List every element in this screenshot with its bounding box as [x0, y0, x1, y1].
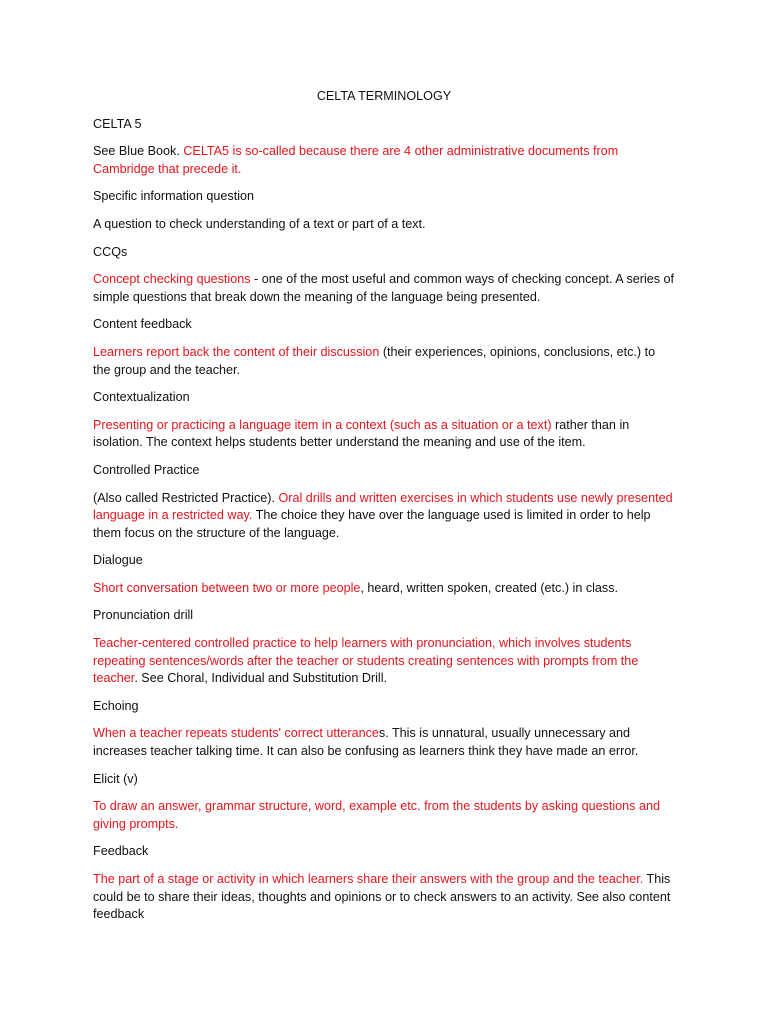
term-heading: Elicit (v) [93, 771, 138, 786]
term-definition [93, 798, 675, 833]
body-text: - one of the most useful and common ways of checking concept. A series of simple questions that break down the meaning of the language being presented. [93, 272, 675, 304]
highlighted-text: When a teacher repeats students' correct utterance [93, 726, 379, 741]
highlighted-text: Short conversation between two or more people [93, 580, 361, 595]
body-text: rather than in isolation. The context helps students better understand the meaning and use of the item. [93, 417, 630, 450]
body-text: , heard, written spoken, created (etc.) in class. [360, 580, 619, 595]
term-heading: Feedback [93, 844, 149, 859]
term-definition [93, 271, 675, 306]
term-heading: CCQs [93, 244, 128, 259]
page-title: CELTA TERMINOLOGY [316, 89, 452, 103]
body-text: See Blue Book. [93, 144, 184, 159]
highlighted-text: The part of a stage or activity in which learners share their answers with the group and the teacher. [93, 872, 644, 886]
term-definition [93, 490, 675, 543]
term-definition [93, 216, 675, 234]
term-definition [93, 725, 675, 760]
body-text: The choice they have over the language used is limited in order to help them focus on the structure of the language. [93, 508, 651, 540]
body-text: (their experiences, opinions, conclusions, etc.) to the group and the teacher. [93, 344, 656, 377]
term-heading: Content feedback [93, 317, 192, 332]
body-text: (Also called Restricted Practice). [93, 490, 279, 505]
term-definition [93, 871, 675, 924]
body-text: This could be to share their ideas, thoughts and opinions or to check answers to an activity. See also content feedback [93, 872, 671, 922]
body-text: A question to check understanding of a text or part of a text. [93, 216, 426, 231]
highlighted-text: CELTA5 is so-called because there are 4 other administrative documents from Cambridge that precede it. [93, 144, 619, 176]
document-body [93, 88, 675, 934]
term-heading: Echoing [93, 698, 139, 713]
body-text: s. This is unnatural, usually unnecessary and increases teacher talking time. It can also be confusing as learners think they have made an error. [93, 726, 639, 759]
term-definition [93, 143, 675, 178]
highlighted-text: Learners report back the content of their discussion [93, 344, 380, 359]
term-heading: CELTA 5 [93, 116, 142, 131]
term-definition [93, 344, 675, 379]
highlighted-text: Presenting or practicing a language item in a context (such as a situation or a text) [93, 417, 552, 432]
entries-list [93, 116, 675, 924]
term-heading: Contextualization [93, 390, 190, 405]
highlighted-text: To draw an answer, grammar structure, word, example etc. from the students by asking questions and giving prompts. [93, 799, 660, 831]
term-definition [93, 580, 675, 598]
term-heading: Specific information question [93, 189, 255, 204]
highlighted-text: Concept checking questions [93, 272, 251, 287]
term-definition [93, 417, 675, 452]
term-definition [93, 635, 675, 688]
term-heading: Controlled Practice [93, 462, 200, 477]
highlighted-text: Teacher-centered controlled practice to help learners with pronunciation, which involves students repeating sentences/words after the teacher or students creating sentences with prompts from the teacher [93, 636, 639, 686]
term-heading: Dialogue [93, 553, 143, 568]
highlighted-text: Oral drills and written exercises in which students use newly presented language in a restricted way. [93, 490, 673, 523]
body-text: . See Choral, Individual and Substitution Drill. [134, 671, 388, 686]
term-heading: Pronunciation drill [93, 608, 194, 623]
